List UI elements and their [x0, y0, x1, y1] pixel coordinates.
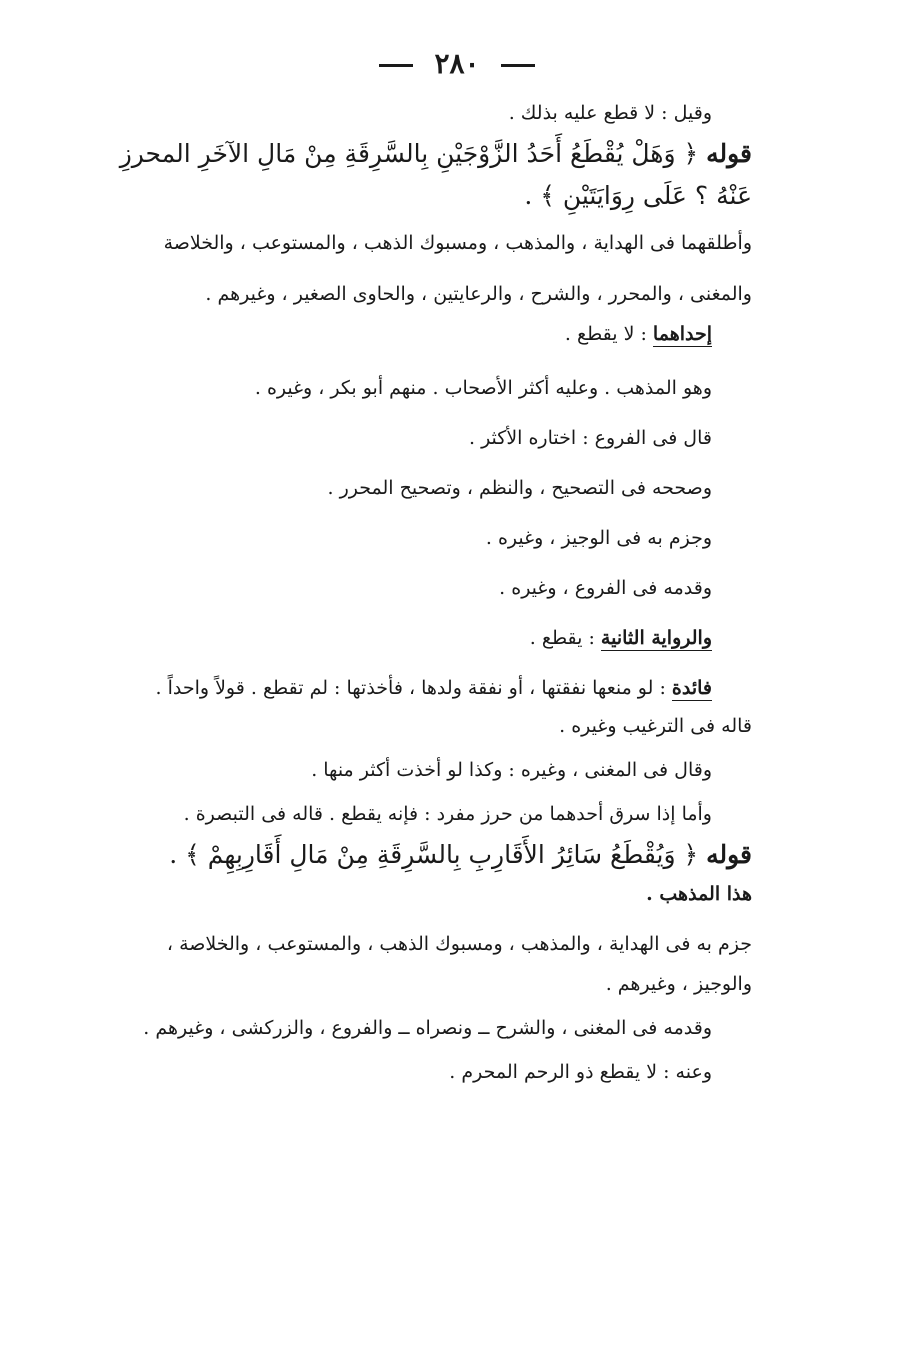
quote-label: قوله — [706, 139, 752, 168]
quote-line — [100, 837, 752, 873]
quote-line — [100, 136, 752, 172]
ihdahuma-text: : لا يقطع . — [564, 323, 653, 345]
faida-label: فائدة — [671, 677, 712, 699]
text-line: جزم به فى الهداية ، والمذهب ، ومسبوك الذهب ، والمستوعب ، والخلاصة ، — [166, 933, 752, 955]
text-line: وصححه فى التصحيح ، والنظم ، وتصحيح المحرر . — [327, 477, 712, 499]
text-line: وهو المذهب . وعليه أكثر الأصحاب . منهم أبو بكر ، وغيره . — [254, 377, 712, 399]
quote-line: عَنْهُ ؟ عَلَى رِوَايَتَيْنِ ﴾ . — [524, 181, 752, 210]
quote-text: ﴿ وَهَلْ يُقْطَعُ أَحَدُ الزَّوْجَيْنِ بِالسَّرِقَةِ مِنْ مَالِ الآخَرِ المحرزِ — [119, 139, 699, 168]
quote-text: ﴿ وَيُقْطَعُ سَائِرُ الأَقَارِبِ بِالسَّرِقَةِ مِنْ مَالِ أَقَارِبِهِمْ ﴾ . — [169, 840, 699, 869]
text-line: وأما إذا سرق أحدهما من حرز مفرد : فإنه يقطع . قاله فى التبصرة . — [183, 803, 712, 825]
heading-line — [100, 675, 752, 701]
text-line: قاله فى الترغيب وغيره . — [559, 715, 752, 737]
right-dash — [501, 64, 535, 67]
faida-text: : لو منعها نفقتها ، أو نفقة ولدها ، فأخذتها : لم تقطع . قولاً واحداً . — [155, 677, 672, 699]
left-dash — [379, 64, 413, 67]
text-line: والمغنى ، والمحرر ، والشرح ، والرعايتين ، والحاوى الصغير ، وغيرهم . — [205, 283, 752, 305]
text-line: قال فى الفروع : اختاره الأكثر . — [468, 427, 712, 449]
text-line: وقدمه فى المغنى ، والشرح ــ ونصراه ــ والفروع ، والزركشى ، وغيرهم . — [143, 1017, 712, 1039]
text-line: والوجيز ، وغيرهم . — [605, 973, 752, 995]
quote-label: قوله — [706, 840, 752, 869]
text-line: وقال فى المغنى ، وغيره : وكذا لو أخذت أكثر منها . — [311, 759, 712, 781]
heading-line — [100, 625, 752, 651]
ihdahuma-label: إحداهما — [652, 323, 712, 345]
heading-line — [100, 321, 752, 347]
text-line: وأطلقهما فى الهداية ، والمذهب ، ومسبوك الذهب ، والمستوعب ، والخلاصة — [163, 232, 752, 254]
text-line: هذا المذهب . — [646, 883, 752, 905]
page-number: ٢٨٠ — [434, 47, 480, 80]
page-body — [100, 100, 752, 1085]
text-line: وجزم به فى الوجيز ، وغيره . — [485, 527, 712, 549]
text-line: وقدمه فى الفروع ، وغيره . — [499, 577, 712, 599]
riwaya-label: والرواية الثانية — [600, 627, 712, 649]
riwaya-text: : يقطع . — [529, 627, 601, 649]
page-number-header — [0, 44, 914, 84]
text-line: وعنه : لا يقطع ذو الرحم المحرم . — [449, 1061, 712, 1083]
text-line: وقيل : لا قطع عليه بذلك . — [508, 102, 712, 124]
